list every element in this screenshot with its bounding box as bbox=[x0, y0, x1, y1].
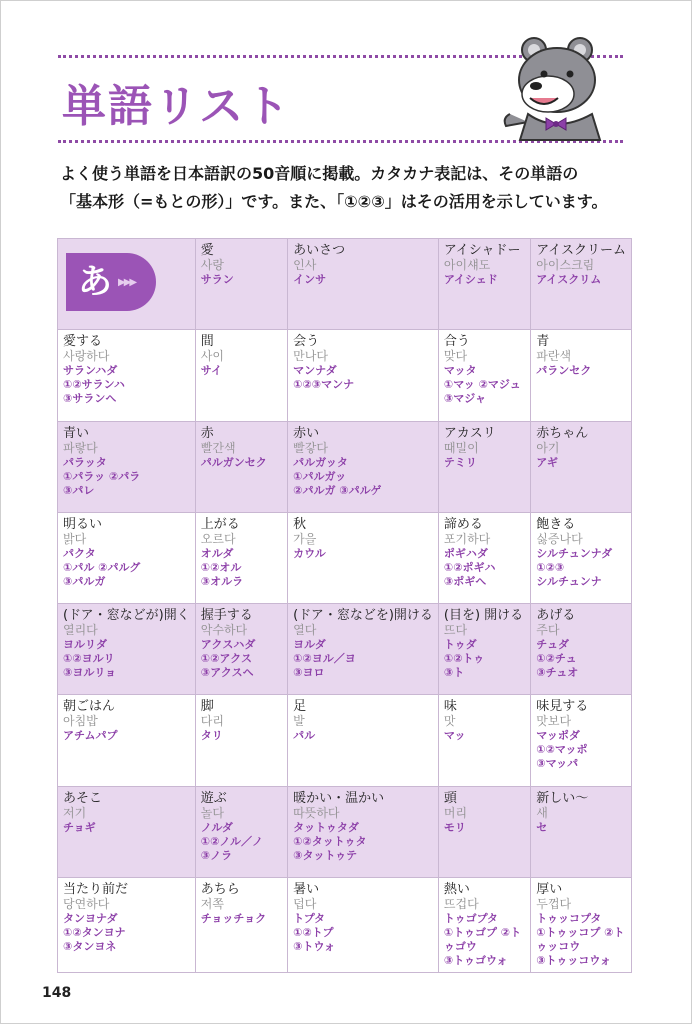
korean-word: 저쪽 bbox=[200, 896, 224, 911]
korean-word: 파랗다 bbox=[63, 440, 98, 455]
word-cell bbox=[288, 695, 439, 786]
katakana-reading: サイ bbox=[200, 364, 222, 378]
korean-word: 당연하다 bbox=[63, 896, 110, 911]
katakana-reading: アクスハダ ①②アクス ③アクスヘ bbox=[200, 638, 256, 680]
katakana-reading: チョギ bbox=[63, 820, 96, 834]
korean-word: 주다 bbox=[536, 623, 560, 638]
japanese-word: 当たり前だ bbox=[63, 881, 129, 897]
japanese-word: 熱い bbox=[443, 881, 470, 897]
japanese-word: 明るい bbox=[63, 516, 103, 532]
korean-word: 싫증나다 bbox=[536, 531, 583, 546]
japanese-word: 飽きる bbox=[536, 516, 576, 532]
japanese-word: 味見する bbox=[536, 699, 589, 715]
korean-word: 발 bbox=[293, 714, 305, 729]
korean-word: 두껍다 bbox=[536, 896, 572, 911]
japanese-word: 朝ごはん bbox=[63, 699, 116, 715]
korean-word: 인사 bbox=[293, 258, 317, 272]
japanese-word: 遊ぶ bbox=[200, 790, 227, 806]
katakana-reading: パル bbox=[293, 729, 316, 743]
korean-word: 따뜻하다 bbox=[293, 805, 340, 820]
word-cell bbox=[439, 787, 531, 878]
katakana-reading: チョッチョク bbox=[200, 911, 267, 925]
korean-word: 뜨겁다 bbox=[443, 896, 479, 911]
page-number: 148 bbox=[42, 985, 72, 1001]
katakana-reading: サラン bbox=[200, 273, 234, 286]
word-cell bbox=[58, 878, 196, 973]
japanese-word: あいさつ bbox=[293, 243, 346, 258]
japanese-word: 暖かい・温かい bbox=[293, 790, 385, 806]
section-kana-tab bbox=[66, 253, 156, 311]
katakana-reading: サランハダ ①②サランハ ③サランヘ bbox=[63, 364, 125, 406]
intro-text bbox=[60, 160, 640, 216]
korean-word: 사이 bbox=[200, 349, 224, 364]
korean-word: 아침밥 bbox=[63, 714, 98, 729]
word-cell bbox=[288, 787, 439, 878]
japanese-word: 愛する bbox=[63, 334, 103, 350]
korean-word: 빨간색 bbox=[200, 440, 236, 455]
katakana-reading: タットゥタダ ①②タットゥタ ③タットゥテ bbox=[293, 820, 367, 862]
korean-word: 새 bbox=[536, 805, 548, 820]
korean-word: 뜨다 bbox=[443, 623, 468, 638]
intro-line-1: よく使う単語を日本語訳の50音順に掲載。カタカナ表記は、その単語の bbox=[60, 164, 579, 183]
word-cell bbox=[439, 513, 531, 604]
japanese-word: 間 bbox=[200, 334, 214, 350]
katakana-reading: カウル bbox=[293, 546, 326, 560]
katakana-reading: ヨルダ ①②ヨル／ヨ ③ヨロ bbox=[293, 638, 356, 680]
word-cell bbox=[196, 695, 288, 786]
katakana-reading: パクタ ①パル ②パルグ ③パルガ bbox=[63, 546, 141, 588]
japanese-word: 脚 bbox=[200, 699, 214, 715]
katakana-reading: テミリ bbox=[443, 455, 477, 469]
word-cell bbox=[196, 513, 288, 604]
korean-word: 아이스크림 bbox=[536, 258, 595, 272]
word-cell bbox=[439, 330, 531, 421]
word-cell bbox=[196, 422, 288, 513]
word-cell bbox=[196, 330, 288, 421]
korean-word: 맛 bbox=[443, 714, 456, 729]
korean-word: 아이섀도 bbox=[443, 258, 491, 272]
katakana-reading: チュダ ①②チュ ③チュオ bbox=[536, 638, 579, 680]
katakana-reading: パランセク bbox=[536, 364, 592, 378]
word-cell bbox=[288, 513, 439, 604]
word-cell bbox=[288, 239, 439, 330]
word-cell bbox=[439, 878, 531, 973]
word-cell bbox=[58, 787, 196, 878]
word-cell bbox=[439, 422, 531, 513]
word-cell bbox=[196, 604, 288, 695]
word-cell bbox=[531, 695, 632, 786]
korean-word: 저기 bbox=[63, 805, 87, 820]
katakana-reading: セ bbox=[536, 820, 548, 834]
bear-mascot-icon bbox=[500, 32, 612, 144]
word-cell bbox=[288, 878, 439, 973]
word-cell bbox=[531, 604, 632, 695]
intro-line-2: 「基本形（=もとの形）」です。また、「①②③」はその活用を示しています。 bbox=[60, 192, 608, 211]
katakana-reading: タンヨナダ ①②タンヨナ ③タンヨネ bbox=[63, 911, 126, 953]
word-list-table bbox=[57, 238, 632, 973]
korean-word: 빨갛다 bbox=[293, 440, 328, 455]
japanese-word: 会う bbox=[293, 334, 320, 350]
japanese-word: 青 bbox=[536, 334, 550, 350]
korean-word: 오르다 bbox=[200, 531, 236, 546]
page-title: 単語リスト bbox=[62, 81, 292, 132]
japanese-word: 青い bbox=[63, 425, 90, 441]
word-cell bbox=[531, 422, 632, 513]
katakana-reading: アチムパプ bbox=[63, 729, 118, 743]
katakana-reading: ノルダ ①②ノル／ノ ③ノラ bbox=[200, 820, 263, 862]
japanese-word: あちら bbox=[200, 881, 240, 897]
japanese-word: 足 bbox=[293, 699, 307, 715]
korean-word: 밝다 bbox=[63, 531, 87, 546]
korean-word: 머리 bbox=[443, 805, 468, 820]
japanese-word: 新しい〜 bbox=[536, 790, 589, 806]
japanese-word: あそこ bbox=[63, 790, 103, 806]
korean-word: 파란색 bbox=[536, 349, 572, 364]
section-header-cell bbox=[58, 239, 196, 330]
word-cell bbox=[439, 604, 531, 695]
katakana-reading: トゥッコプタ ①トゥッコプ ②トゥッコウ ③トゥッコウォ bbox=[536, 911, 625, 967]
katakana-reading: アギ bbox=[536, 455, 558, 469]
japanese-word: (ドア・窓などが)開く bbox=[63, 608, 190, 624]
korean-word: 가을 bbox=[293, 531, 317, 546]
japanese-word: 暑い bbox=[293, 881, 320, 897]
section-kana: あ bbox=[78, 261, 112, 302]
katakana-reading: トプタ ①②トプ ③トウォ bbox=[293, 911, 336, 953]
word-cell bbox=[531, 787, 632, 878]
korean-word: 사랑하다 bbox=[63, 349, 110, 364]
word-cell bbox=[58, 695, 196, 786]
korean-word: 맛보다 bbox=[536, 714, 572, 729]
arrow-icons: ▶▶▶ bbox=[118, 276, 136, 288]
japanese-word: 赤 bbox=[200, 425, 214, 441]
katakana-reading: シルチュンナダ ①②③ シルチュンナ bbox=[536, 546, 613, 588]
word-cell bbox=[196, 878, 288, 973]
katakana-reading: トゥダ ①②トゥ ③ト bbox=[443, 638, 485, 680]
japanese-word: 諦める bbox=[443, 516, 483, 532]
word-cell bbox=[58, 422, 196, 513]
word-cell bbox=[288, 604, 439, 695]
korean-word: 열리다 bbox=[63, 623, 98, 638]
word-cell bbox=[196, 787, 288, 878]
korean-word: 악수하다 bbox=[200, 623, 248, 638]
katakana-reading: パルガッタ ①パルガッ ②パルガ ③パルゲ bbox=[293, 455, 382, 497]
word-cell bbox=[531, 330, 632, 421]
japanese-word: アイシャドー bbox=[443, 243, 521, 258]
japanese-word: 味 bbox=[443, 699, 457, 715]
katakana-reading: パルガンセク bbox=[200, 455, 267, 469]
katakana-reading: インサ bbox=[293, 273, 327, 286]
katakana-reading: マッタ ①マッ ②マジュ ③マジャ bbox=[443, 364, 521, 406]
katakana-reading: オルダ ①②オル ③オルラ bbox=[200, 546, 244, 588]
korean-word: 만나다 bbox=[293, 349, 328, 364]
word-cell bbox=[531, 878, 632, 973]
katakana-reading: マッ bbox=[443, 729, 466, 743]
korean-word: 열다 bbox=[293, 623, 317, 638]
japanese-word: 厚い bbox=[536, 881, 563, 897]
japanese-word: (目を) 開ける bbox=[443, 608, 524, 624]
japanese-word: アカスリ bbox=[443, 425, 496, 441]
word-cell bbox=[531, 239, 632, 330]
korean-word: 사랑 bbox=[200, 258, 224, 272]
korean-word: 포기하다 bbox=[443, 531, 491, 546]
korean-word: 아기 bbox=[536, 440, 560, 455]
word-cell bbox=[439, 239, 531, 330]
katakana-reading: アイスクリム bbox=[536, 273, 602, 286]
katakana-reading: タリ bbox=[200, 729, 223, 743]
katakana-reading: マンナダ ①②③マンナ bbox=[293, 364, 355, 392]
word-cell bbox=[531, 513, 632, 604]
word-cell bbox=[58, 604, 196, 695]
japanese-word: 赤い bbox=[293, 425, 320, 441]
korean-word: 덥다 bbox=[293, 896, 317, 911]
korean-word: 때밀이 bbox=[443, 440, 479, 455]
japanese-word: 上がる bbox=[200, 516, 240, 532]
japanese-word: アイスクリーム bbox=[536, 243, 626, 258]
korean-word: 다리 bbox=[200, 714, 224, 729]
katakana-reading: トゥゴプタ ①トゥゴプ ②トゥゴウ ③トゥゴウォ bbox=[443, 911, 522, 967]
japanese-word: 愛 bbox=[200, 243, 214, 258]
japanese-word: (ドア・窓などを)開ける bbox=[293, 608, 433, 624]
japanese-word: 秋 bbox=[293, 516, 307, 532]
katakana-reading: モリ bbox=[443, 820, 466, 834]
japanese-word: 頭 bbox=[443, 790, 457, 806]
japanese-word: あげる bbox=[536, 608, 576, 624]
word-cell bbox=[58, 330, 196, 421]
word-cell bbox=[288, 422, 439, 513]
korean-word: 놀다 bbox=[200, 805, 224, 820]
japanese-word: 合う bbox=[443, 334, 470, 350]
katakana-reading: アイシェド bbox=[443, 273, 498, 286]
word-cell bbox=[196, 239, 288, 330]
japanese-word: 赤ちゃん bbox=[536, 425, 589, 441]
katakana-reading: ポギハダ ①②ポギハ ③ポギヘ bbox=[443, 546, 496, 588]
word-cell bbox=[439, 695, 531, 786]
katakana-reading: パラッタ ①パラッ ②パラ ③パレ bbox=[63, 455, 141, 497]
korean-word: 맞다 bbox=[443, 349, 468, 364]
word-cell bbox=[288, 330, 439, 421]
katakana-reading: ヨルリダ ①②ヨルリ ③ヨルリョ bbox=[63, 638, 116, 680]
japanese-word: 握手する bbox=[200, 608, 253, 624]
word-cell bbox=[58, 513, 196, 604]
katakana-reading: マッポダ ①②マッポ ③マッパ bbox=[536, 729, 588, 771]
